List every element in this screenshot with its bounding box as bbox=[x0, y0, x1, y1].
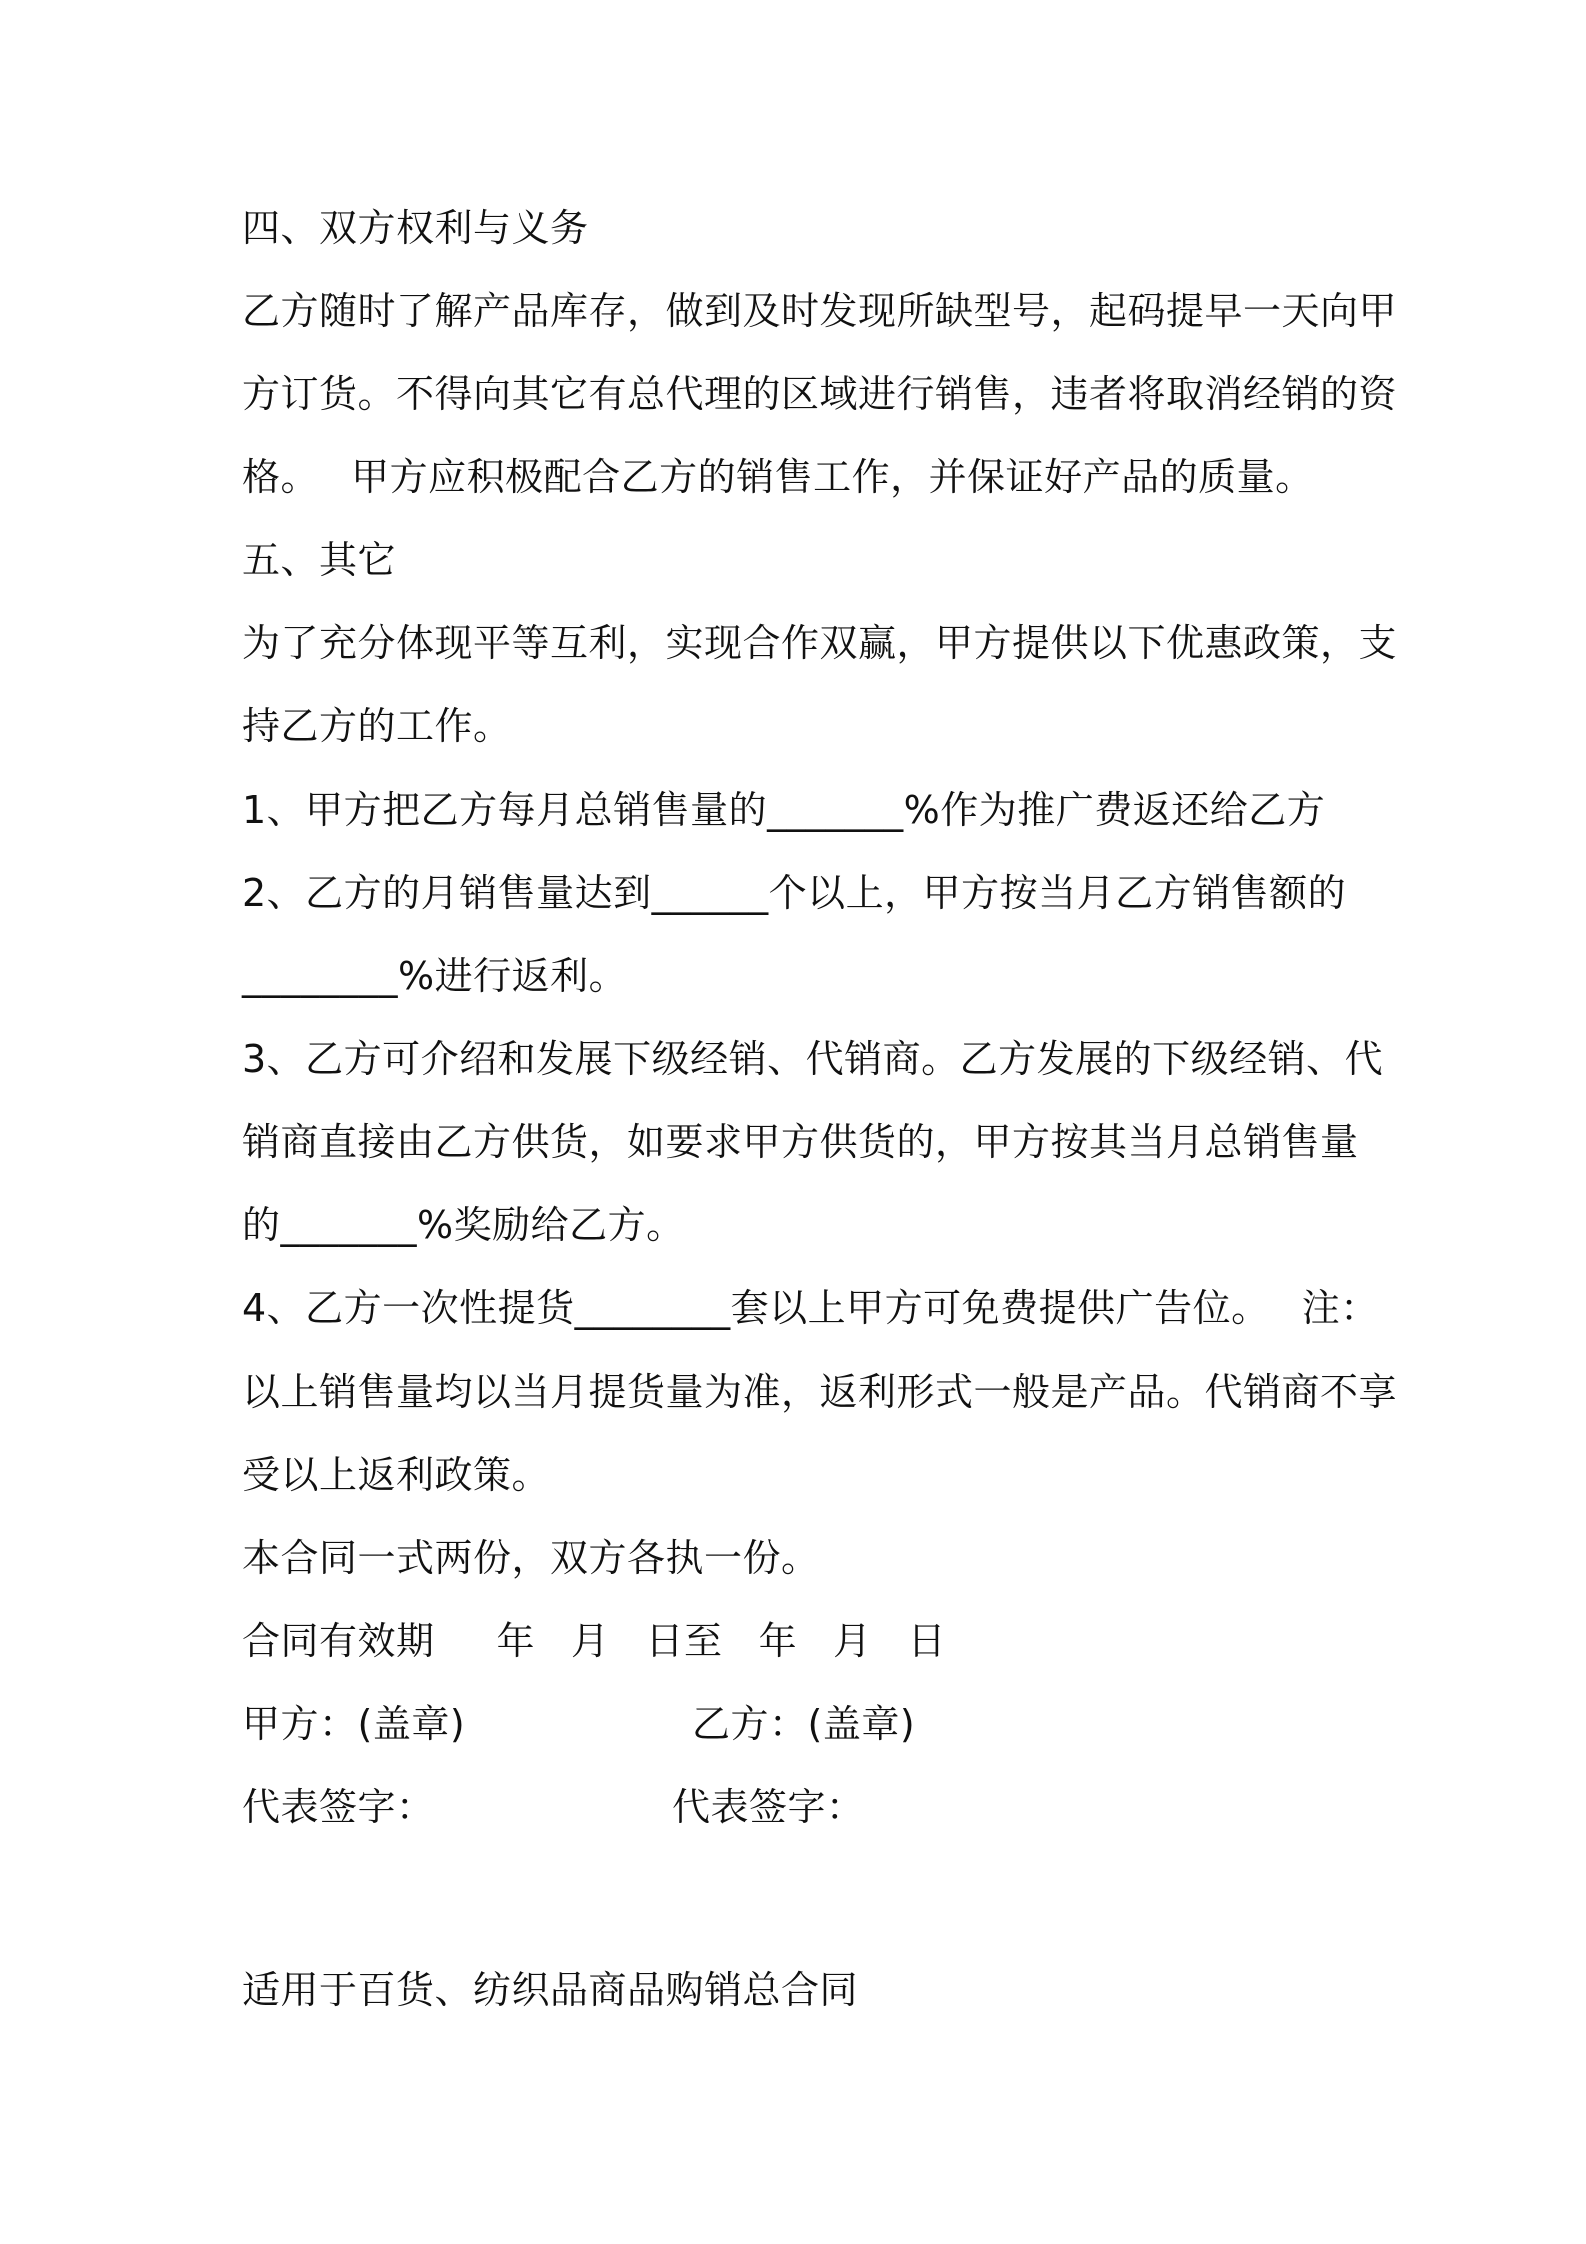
document-footer: 适用于百货、纺织品商品购销总合同 bbox=[242, 1968, 859, 2012]
validity-line bbox=[242, 1616, 946, 1666]
party-a-seal: 甲方：(盖章) bbox=[242, 1702, 466, 1746]
validity-day-end: 日 bbox=[907, 1619, 947, 1663]
clause-line: ________%进行返利。 bbox=[242, 954, 628, 998]
clause-line: 3、乙方可介绍和发展下级经销、代销商。乙方发展的下级经销、代 bbox=[242, 1037, 1384, 1081]
validity-year-end: 年 bbox=[758, 1619, 798, 1663]
clause-line: 1、甲方把乙方每月总销售量的_______%作为推广费返还给乙方 bbox=[242, 788, 1326, 832]
section-heading-rights: 四、双方权利与义务 bbox=[242, 206, 589, 250]
party-a-signature: 代表签字： bbox=[242, 1785, 435, 1829]
party-b-seal: 乙方：(盖章) bbox=[692, 1702, 916, 1746]
validity-label: 合同有效期 bbox=[242, 1619, 435, 1663]
clause-line: 的_______%奖励给乙方。 bbox=[242, 1203, 685, 1247]
clause-line: 销商直接由乙方供货，如要求甲方供货的，甲方按其当月总销售量 bbox=[242, 1120, 1359, 1164]
validity-year-start: 年 bbox=[496, 1619, 536, 1663]
party-b-signature: 代表签字： bbox=[672, 1785, 865, 1829]
paragraph-line: 格。 甲方应积极配合乙方的销售工作，并保证好产品的质量。 bbox=[242, 455, 1314, 499]
note-line: 受以上返利政策。 bbox=[242, 1453, 551, 1497]
section-heading-other: 五、其它 bbox=[242, 538, 397, 582]
validity-month-start: 月 bbox=[571, 1619, 610, 1663]
paragraph-line: 为了充分体现平等互利，实现合作双赢，甲方提供以下优惠政策，支 bbox=[242, 621, 1398, 665]
paragraph-line: 乙方随时了解产品库存，做到及时发现所缺型号，起码提早一天向甲 bbox=[242, 289, 1398, 333]
copies-line: 本合同一式两份，双方各执一份。 bbox=[242, 1536, 820, 1580]
clause-line: 2、乙方的月销售量达到______个以上，甲方按当月乙方销售额的 bbox=[242, 871, 1347, 915]
validity-day-start: 日至 bbox=[645, 1619, 723, 1663]
validity-month-end: 月 bbox=[833, 1619, 872, 1663]
paragraph-line: 持乙方的工作。 bbox=[242, 704, 512, 748]
paragraph-line: 方订货。不得向其它有总代理的区域进行销售，违者将取消经销的资 bbox=[242, 372, 1398, 416]
clause-line: 4、乙方一次性提货________套以上甲方可免费提供广告位。 注： bbox=[242, 1286, 1379, 1330]
note-line: 以上销售量均以当月提货量为准，返利形式一般是产品。代销商不享 bbox=[242, 1370, 1398, 1414]
